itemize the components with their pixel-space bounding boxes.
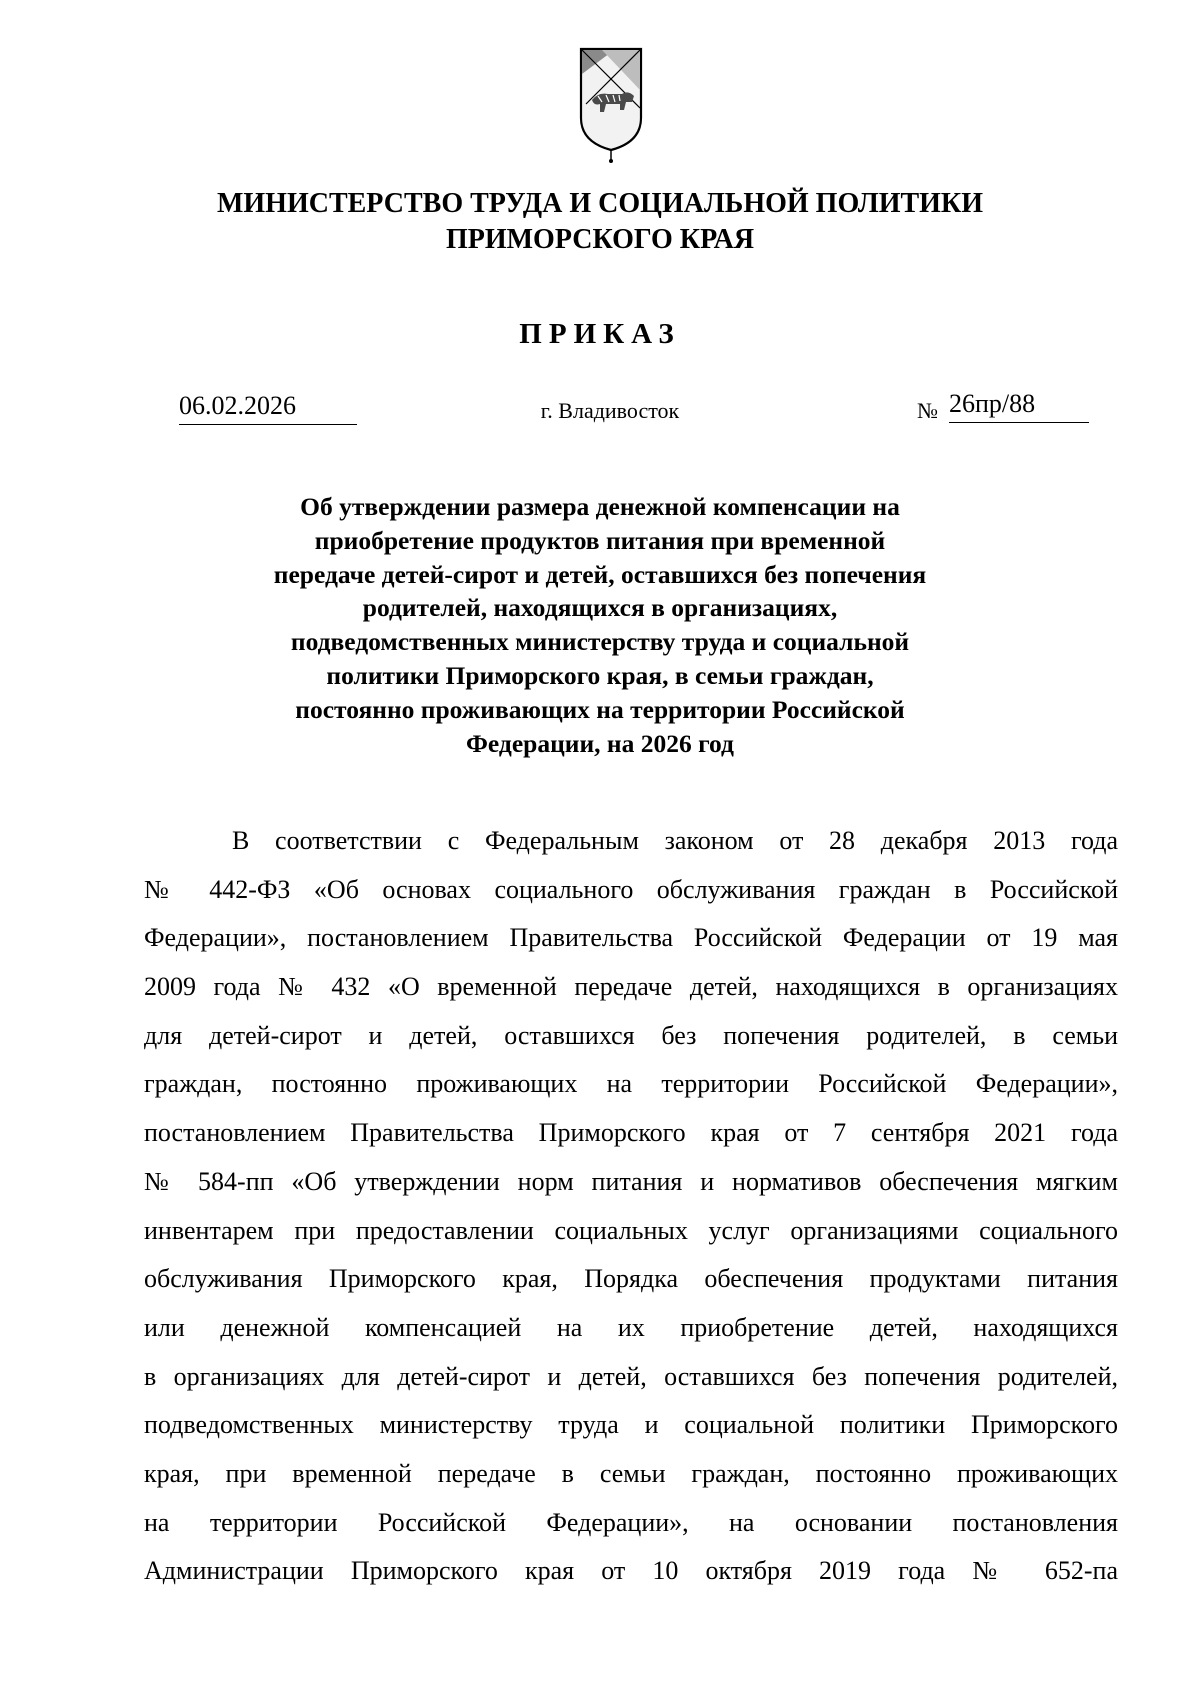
body-line: для детей-сирот и детей, оставшихся без попечения родителей, в семьи [144, 1020, 1118, 1050]
body-line: Федерации», постановлением Правительства Российской Федерации от 19 мая [144, 923, 1118, 953]
body-line: постановлением Правительства Приморского края от 7 сентября 2021 года [144, 1118, 1118, 1148]
body-line: № 584-пп «Об утверждении норм питания и нормативов обеспечения мягким [144, 1166, 1118, 1196]
subject-line: родителей, находящихся в организациях, [362, 593, 838, 623]
order-number: 26пр/88 [949, 388, 1089, 423]
number-sign: № [917, 398, 938, 423]
subject-line: передаче детей-сирот и детей, оставшихся без попечения [273, 559, 927, 589]
body-line: на территории Российской Федерации», на основании постановления [144, 1507, 1118, 1537]
order-number-field [917, 388, 1089, 426]
body-line: В соответствии с Федеральным законом от 28 декабря 2013 года [232, 826, 1118, 855]
body-line: в организациях для детей-сирот и детей, оставшихся без попечения родителей, [144, 1361, 1118, 1391]
order-subject [220, 490, 980, 760]
body-line: или денежной компенсацией на их приобретение детей, находящихся [144, 1312, 1118, 1342]
subject-line: приобретение продуктов питания при временной [314, 525, 886, 555]
order-title: ПРИКАЗ [519, 318, 681, 350]
body-line: обслуживания Приморского края, Порядка обеспечения продуктами питания [144, 1264, 1118, 1294]
body-line: № 442-ФЗ «Об основах социального обслуживания граждан в Российской [144, 874, 1118, 904]
subject-line: постоянно проживающих на территории Российской [295, 694, 905, 724]
body-line: Администрации Приморского края от 10 октября 2019 года № 652-па [144, 1556, 1118, 1586]
coat-of-arms-icon [578, 46, 644, 164]
order-date: 06.02.2026 [179, 390, 357, 425]
subject-line: политики Приморского края, в семьи граждан, [326, 660, 874, 690]
ministry-name [0, 186, 1200, 258]
body-line: граждан, постоянно проживающих на территории Российской Федерации», [144, 1069, 1118, 1099]
body-line: подведомственных министерству труда и социальной политики Приморского [144, 1410, 1118, 1440]
body-line: края, при временной передаче в семьи граждан, постоянно проживающих [144, 1458, 1118, 1488]
body-line: 2009 года № 432 «О временной передаче детей, находящихся в организациях [144, 972, 1118, 1002]
subject-line: Федерации, на 2026 год [466, 728, 734, 758]
ministry-line-2: ПРИМОРСКОГО КРАЯ [445, 224, 755, 255]
body-line: инвентарем при предоставлении социальных услуг организациями социального [144, 1215, 1118, 1245]
subject-line: подведомственных министерству труда и социальной [290, 627, 910, 657]
order-body [144, 817, 1118, 1596]
order-city: г. Владивосток [540, 398, 680, 423]
subject-line: Об утверждении размера денежной компенсации на [300, 492, 900, 521]
ministry-line-1: МИНИСТЕРСТВО ТРУДА И СОЦИАЛЬНОЙ ПОЛИТИКИ [216, 188, 984, 219]
